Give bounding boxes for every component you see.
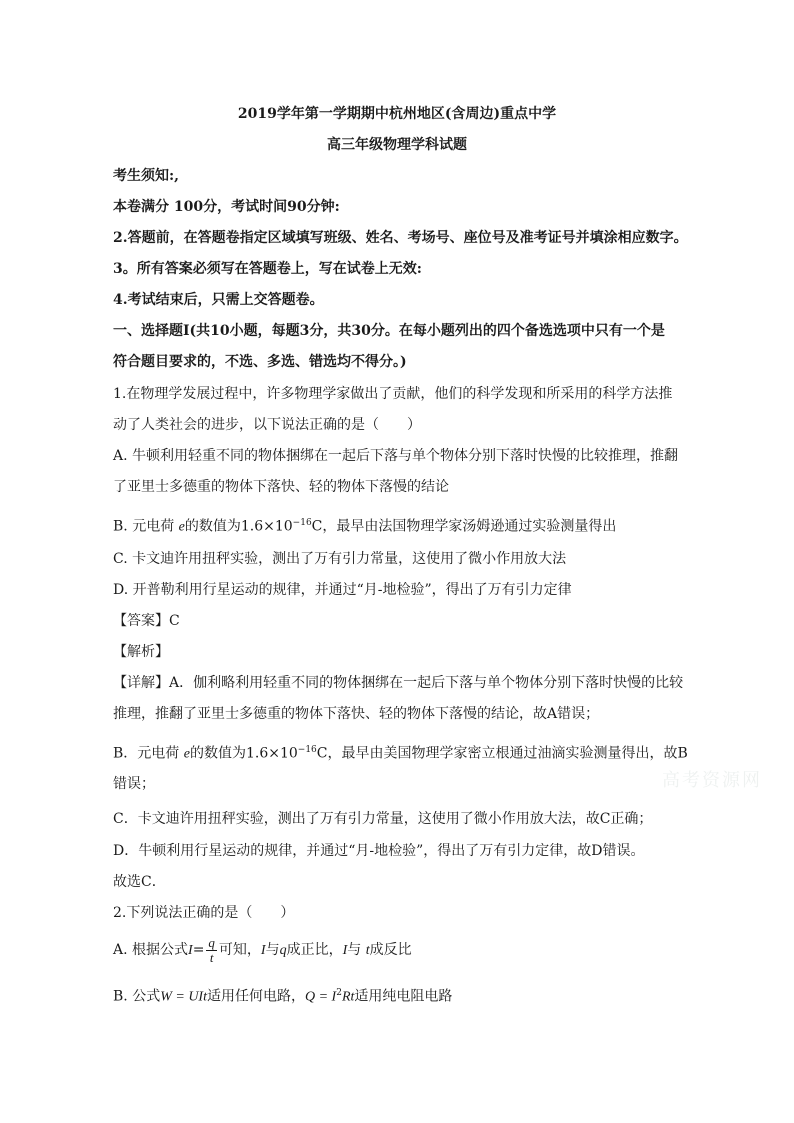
q2-formula-fraction [206,936,217,965]
q2-symbol-q: q [279,943,287,958]
q1-option-b-unit: C [311,518,323,535]
section-heading-line1: 一、选择题Ⅰ(共10小题，每题3分，共30分。在每小题列出的四个备选选项中只有一个是 [113,323,665,339]
q2-option-a-prefix: A. 根据公式 [113,942,189,958]
q1-stem-line2: 动了人类社会的进步，以下说法正确的是（ ） [113,417,421,433]
notice-item-1: 本卷满分 100分，考试时间90分钟: [113,199,340,215]
q2-formula-lhs: I [188,943,193,958]
q1-option-b-value: 1.6×10 [240,518,293,535]
watermark: 高考资源网 [662,770,762,791]
q1-detail-b-line1 [113,741,734,764]
q1-stem-line1: 1.在物理学发展过程中，许多物理学家做出了贡献，他们的科学发现和所采用的科学方法推 [113,386,673,402]
q1-answer: 【答案】C [113,613,180,629]
q1-detail-b-suffix: ，最早由美国物理学家密立根通过油滴实验测量得出，故B [327,745,688,762]
q2-text-5: 成反比 [369,942,412,958]
q1-detail-b-prefix: B．元电荷 [113,745,184,762]
section-heading-line2: 符合题目要求的，不选、多选、错选均不得分。) [113,354,407,370]
notice-item-4: 4.考试结束后，只需上交答题卷。 [113,292,324,308]
q2-text-3: 成正比， [286,942,343,958]
q2-stem: 2.下列说法正确的是（ ） [113,905,295,921]
q1-option-a-line2: 了亚里士多德重的物体下落快、轻的物体下落慢的结论 [113,479,449,495]
q1-detail-c: C．卡文迪许用扭秤实验，测出了万有引力常量，这使用了微小作用放大法，故C正确； [113,811,653,827]
q1-detail-b-mid: 的数值为 [189,745,246,762]
q2-option-a [113,935,734,966]
q2-symbol-i-2: I [342,943,348,958]
q2-formula-w: W = UIt [160,989,207,1005]
q1-option-b-mid: 的数值为 [184,518,241,535]
q1-option-b-symbol: e [178,519,185,535]
notice-heading: 考生须知:, [113,168,180,184]
q1-detail-a-line1: 【详解】A．伽利略利用轻重不同的物体捆绑在一起后下落与单个物体分别下落时快慢的比较 [113,675,684,691]
q1-option-b-prefix: B. 元电荷 [113,518,179,535]
q1-option-b-exponent: −16 [292,518,312,528]
q2-formula-equals: = [192,942,205,958]
q1-option-c: C. 卡文迪许用扭秤实验，测出了万有引力常量，这使用了微小作用放大法 [113,551,567,567]
q2-text-2: 与 [265,942,280,958]
q2-text-4: 与 [347,942,366,958]
q1-detail-d: D．牛顿利用行星运动的规律，并通过“月-地检验”，得出了万有引力定律，故D错误。 [113,843,645,859]
q2-symbol-i-1: I [260,943,266,958]
exam-subtitle: 高三年级物理学科试题 [327,137,467,153]
q2-option-b [113,984,734,1007]
notice-item-3: 3。所有答案必须写在答题卷上，写在试卷上无效: [113,261,422,277]
q1-conclusion: 故选C． [113,874,166,890]
q2-option-b-prefix: B. 公式 [113,988,161,1005]
q2-fraction-numerator: q [208,934,215,950]
q1-detail-b-unit: C [316,745,328,762]
q2-option-b-suffix: 适用纯电阻电路 [354,988,453,1005]
q2-fraction-denominator: t [209,949,214,965]
q1-analysis-label: 【解析】 [113,644,169,660]
q2-formula-q: Q = I [304,989,337,1005]
q1-option-b [113,514,734,537]
q2-symbol-t: t [365,943,370,958]
q2-option-b-mid: 适用任何电路， [206,988,305,1005]
q2-formula-q-exponent: 2 [336,988,342,998]
q1-detail-a-line2: 推理，推翻了亚里士多德重的物体下落快、轻的物体下落慢的结论，故A错误； [113,706,600,722]
q2-formula-q-rest: Rt [341,989,355,1005]
notice-item-2: 2.答题前，在答题卷指定区域填写班级、姓名、考场号、座位号及准考证号并填涂相应数字。 [113,230,688,246]
q1-option-d: D. 开普勒利用行星运动的规律，并通过“月-地检验”，得出了万有引力定律 [113,582,572,598]
q1-detail-b-line2: 错误； [113,776,155,792]
q1-option-b-suffix: ，最早由法国物理学家汤姆逊通过实验测量得出 [322,518,617,535]
exam-title: 2019学年第一学期期中杭州地区(含周边)重点中学 [237,106,557,122]
q1-detail-b-value: 1.6×10 [245,745,298,762]
q1-detail-b-symbol: e [183,746,190,762]
q2-text-1: 可知， [218,942,261,958]
q1-detail-b-exponent: −16 [297,745,317,755]
q1-option-a-line1: A. 牛顿利用轻重不同的物体捆绑在一起后下落与单个物体分别下落时快慢的比较推理，推翻 [113,448,679,464]
